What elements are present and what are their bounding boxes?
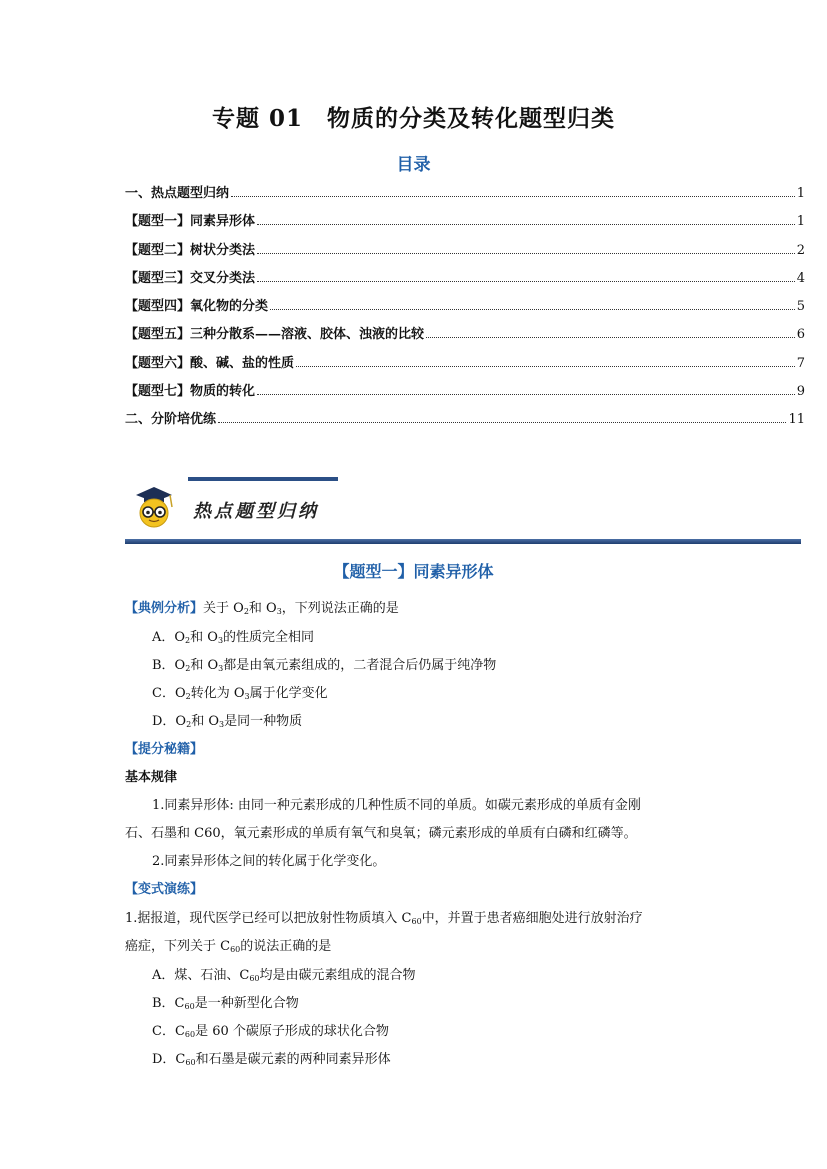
toc-leader <box>257 281 795 282</box>
option-c[interactable]: C．$O_2$转化为 $O_3$属于化学变化 <box>152 686 328 701</box>
toc-leader <box>257 224 795 225</box>
toc-item[interactable] <box>125 210 805 238</box>
banner-bottom-bar <box>125 539 801 544</box>
toc-item-label: 【题型五】三种分散系——溶液、胶体、浊液的比较 <box>125 327 425 343</box>
option-d[interactable]: D．$O_2$和 $O_3$是同一种物质 <box>152 714 303 729</box>
toc-leader <box>257 394 795 395</box>
practice-option-a[interactable]: A．煤、石油、$C_{60}$均是由碳元素组成的混合物 <box>152 968 416 983</box>
tips-tag: 【提分秘籍】 <box>125 742 204 757</box>
toc-leader <box>218 422 786 423</box>
tips-line: 2.同素异形体之间的转化属于化学变化。 <box>152 854 386 869</box>
option-a[interactable]: A．$O_2$和 $O_3$的性质完全相同 <box>152 630 315 645</box>
toc-item[interactable] <box>125 352 805 380</box>
banner-title: 热点题型归纳 <box>193 501 319 522</box>
practice-tag: 【变式演练】 <box>125 882 204 897</box>
tips-heading: 基本规律 <box>125 770 178 785</box>
practice-question-cont: 癌症，下列关于 $C_{60}$的说法正确的是 <box>125 939 332 954</box>
toc-heading: 目录 <box>396 155 431 175</box>
toc-item-label: 【题型六】酸、碱、盐的性质 <box>125 355 295 371</box>
practice-option-b[interactable]: B．$C_{60}$是一种新型化合物 <box>152 996 299 1011</box>
practice-question: 1.据报道，现代医学已经可以把放射性物质填入 $C_{60}$中，并置于患者癌细胞处进行放射治疗 <box>125 911 643 926</box>
tips-line: 石、石墨和 C60，氧元素形成的单质有氧气和臭氧；磷元素形成的单质有白磷和红磷等。 <box>125 826 637 841</box>
toc-item-label: 二、分阶培优练 <box>125 412 217 428</box>
toc-leader <box>270 309 795 310</box>
toc-item[interactable] <box>125 295 805 323</box>
toc-leader <box>426 337 795 338</box>
toc-item-label: 【题型三】交叉分类法 <box>125 270 256 286</box>
toc-item[interactable] <box>125 239 805 267</box>
toc-item[interactable] <box>125 380 805 408</box>
toc-item-page: 1 <box>796 186 805 201</box>
toc-item-page: 7 <box>796 355 805 371</box>
practice-option-d[interactable]: D．$C_{60}$和石墨是碳元素的两种同素异形体 <box>152 1052 391 1067</box>
toc-item[interactable] <box>125 408 805 436</box>
banner-top-bar <box>188 477 338 481</box>
toc-item[interactable] <box>125 267 805 295</box>
section-banner <box>125 475 805 550</box>
toc-item-page: 4 <box>796 270 805 286</box>
toc-leader <box>296 366 795 367</box>
toc-item[interactable] <box>125 323 805 351</box>
toc-leader <box>257 253 795 254</box>
toc-item-label: 【题型二】树状分类法 <box>125 242 256 258</box>
toc-item-page: 9 <box>796 384 805 400</box>
mascot-icon <box>130 483 178 529</box>
page-title: 专题 01 物质的分类及转化题型归类 <box>211 105 615 132</box>
table-of-contents <box>125 182 805 437</box>
toc-item-label: 【题型七】物质的转化 <box>125 384 256 400</box>
toc-item-label: 【题型四】氧化物的分类 <box>125 299 269 315</box>
toc-item-page: 6 <box>796 327 805 343</box>
toc-item[interactable] <box>125 182 805 210</box>
practice-option-c[interactable]: C．$C_{60}$是 60 个碳原子形成的球状化合物 <box>152 1024 389 1039</box>
toc-leader <box>231 196 795 197</box>
tips-line: 1.同素异形体: 由同一种元素形成的几种性质不同的单质。如碳元素形成的单质有金刚 <box>152 798 641 813</box>
toc-item-label: 一、热点题型归纳 <box>125 186 230 201</box>
example-tag: 【典例分析】 <box>125 601 204 616</box>
toc-item-page: 5 <box>796 299 805 315</box>
toc-item-label: 【题型一】同素异形体 <box>125 214 256 230</box>
toc-item-page: 1 <box>796 214 805 230</box>
toc-item-page: 2 <box>796 242 805 258</box>
toc-item-page: 11 <box>788 412 805 428</box>
option-b[interactable]: B．$O_2$和 $O_3$都是由氧元素组成的，二者混合后仍属于纯净物 <box>152 658 497 673</box>
example-question: 【典例分析】关于 $O_2$和 $O_3$，下列说法正确的是 <box>125 601 399 616</box>
section-title: 【题型一】同素异形体 <box>333 562 494 581</box>
